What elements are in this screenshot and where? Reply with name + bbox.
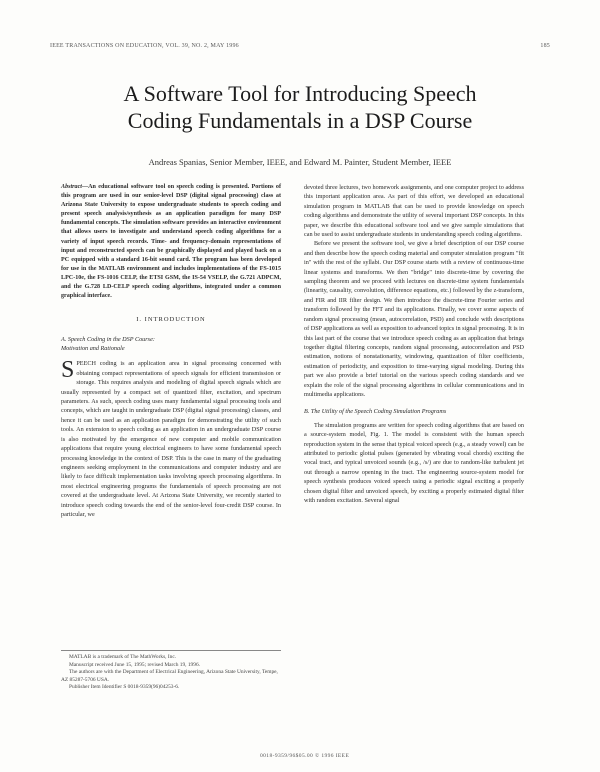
subsection-heading-a-cont: Motivation and Rationale <box>61 345 125 353</box>
footnotes <box>61 650 281 692</box>
right-paragraph-3: The simulation programs are written for speech coding algorithms that are based on a source-system model, Fig. 1. The model is consistent with the human speech reproduction system in the sense that typical voiced speech (e.g., a steady vowel) can be attributed to periodic glottal pulses (generated by vibrating vocal chords) exciting the vocal tract, and typical unvoiced sounds (e.g., /s/) are due to random-like turbulent jet out through a narrow opening in the tract. The engineering source-system model for speech synthesis produces voiced speech using a periodic signal exciting a properly chosen digital filter and unvoiced speech, by exciting a properly estimated digital filter with random excitation. Several signal <box>304 421 524 504</box>
drop-cap: S <box>61 357 75 384</box>
copyright-code: 0018-9359/96$05.00 © 1996 IEEE <box>260 753 350 759</box>
footnote-2: Manuscript received June 15, 1995; revised March 19, 1996. <box>69 661 200 668</box>
running-header <box>50 43 550 49</box>
subsection-heading-a: A. Speech Coding in the DSP Course: <box>61 335 155 343</box>
page-number: 185 <box>540 43 550 49</box>
right-column <box>304 183 524 505</box>
right-paragraph-2: Before we present the software tool, we give a brief description of our DSP course and then describe how the speech coding material and computer simulation program "fit in" with the rest of the syllabi. Our DSP course starts with a review of continuous-time linear systems and transforms. We then "bridge" into discrete-time by covering the sampling theorem and we proceed with lectures on discrete-time system fundamentals (linearity, causality, convolution, difference equations, etc.) followed by the z-transform, and FIR and IIR filter design. We then introduce the discrete-time Fourier series and transform followed by the FFT and its applications. Finally, we cover some aspects of random signal processing (mean, autocorrelation, PSD) and conclude with descriptions of DSP applications as well as exposition to advanced topics in signal processing. It is in this last part of the course that we introduce speech coding as an application that brings together digital filtering concepts, random signal processing, autocorrelation and PSD estimation, notions of nonstationarity, windowing, quantization of filter coefficients, estimation of periodicity, and exposition to time-varying signal modeling. During this part we also provide a brief tutorial on the various speech coding standards and we explain the role of the signal processing algorithms in cellular communications and in multimedia applications. <box>304 240 524 398</box>
subsection-heading-b: B. The Utility of the Speech Coding Simulation Programs <box>304 408 447 416</box>
footnote-4: Publisher Item Identifier S 0018-9359(96)04253-6. <box>69 684 180 690</box>
abstract-lead: Abstract— <box>61 184 89 190</box>
right-paragraph-1: devoted three lectures, two homework assignments, and one computer project to address this important application area. As part of this effort, we developed an educational simulation program in MATLAB that can be used to provide knowledge on speech coding algorithms and demonstrate the utility of several important DSP concepts. In this paper, we describe this educational software tool and we give sample simulations that can be used to assist undergraduate students in understanding speech coding algorithms. <box>304 184 524 239</box>
left-column <box>61 183 281 519</box>
abstract-text: An educational software tool on speech coding is presented. Portions of this program are used in our senior-level DSP (digital signal processing) class at Arizona State University to expose undergraduate students to speech coding and present speech analysis/synthesis as an application paradigm for many DSP fundamental concepts. The simulation software provides an interactive environment that allows users to investigate and understand speech coding algorithms for a variety of input speech records. Time- and frequency-domain representations of input and reconstructed speech can be graphically displayed and played back on a PC equipped with a standard 16-bit sound card. The program has been developed for use in the MATLAB environment and includes implementations of the FS-1015 LPC-10e, the FS-1016 CELP, the ETSI GSM, the IS-54 VSELP, the G.721 ADPCM, and the G.728 LD-CELP speech coding algorithms, integrated under a common graphical interface. <box>61 184 281 300</box>
intro-paragraph-1 <box>61 359 281 519</box>
title-line-1: A Software Tool for Introducing Speech <box>123 81 477 106</box>
section-heading-introduction: I. INTRODUCTION <box>136 316 206 324</box>
abstract <box>61 183 281 301</box>
paper-title <box>40 80 560 134</box>
footnote-1: MATLAB is a trademark of The MathWorks, Inc. <box>69 654 177 660</box>
title-line-2: Coding Fundamentals in a DSP Course <box>127 108 473 133</box>
author-list: Andreas Spanias, Senior Member, IEEE, and Edward M. Painter, Student Member, IEEE <box>148 157 452 167</box>
intro-paragraph-1-text: PEECH coding is an application area in signal processing concerned with obtaining compact representations of speech signals for efficient transmission or storage. This requires analysis and modeling of digital speech signals which are usually represented by a compact set of quantized filter, excitation, and spectrum parameters. As such, speech coding uses many fundamental signal processing tools and concepts, which are taught in undergraduate DSP (digital signal processing) classes, and hence it can be used as an application paradigm for demonstrating the utility of such tools. An extension to speech coding as an application in an undergraduate DSP course is also motivated by the emergence of new computer and mobile communication applications that require young electrical engineers to have some fundamental speech processing knowledge in the context of DSP. This is the case in many of the graduating engineers seeking employment in the communications and computer industry and are likely to face difficult implementation tasks involving speech processing algorithms. In most electrical engineering programs the fundamentals of speech processing are not covered at the undergraduate level. At Arizona State University, we recently started to introduce speech coding towards the end of the senior-level four-credit DSP course. In particular, we <box>61 360 281 518</box>
running-head-text: IEEE TRANSACTIONS ON EDUCATION, VOL. 39, NO. 2, MAY 1996 <box>50 43 239 49</box>
footnote-3: The authors are with the Department of Electrical Engineering, Arizona State University, Tempe, AZ 85287-5706 USA. <box>61 669 278 683</box>
